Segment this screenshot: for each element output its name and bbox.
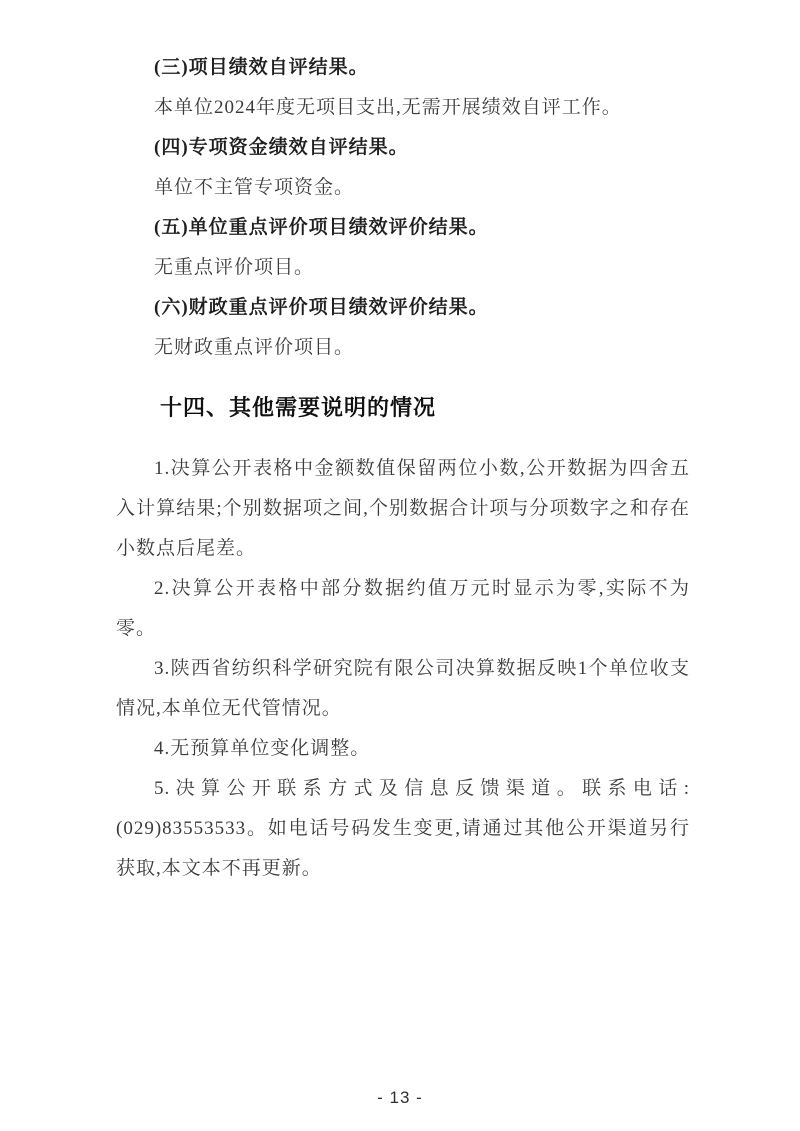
subsection-body-6: 无财政重点评价项目。 bbox=[154, 337, 355, 358]
note-paragraph-3: 3.陕西省纺织科学研究院有限公司决算数据反映1个单位收支情况,本单位无代管情况。 bbox=[116, 658, 690, 719]
page-number-footer: - 13 - bbox=[377, 1088, 423, 1107]
subsection-heading-6: (六)财政重点评价项目绩效评价结果。 bbox=[154, 297, 489, 318]
chapter-heading: 十四、其他需要说明的情况 bbox=[160, 395, 437, 420]
subsection-heading-3: (三)项目绩效自评结果。 bbox=[154, 57, 369, 78]
note-paragraph-4: 4.无预算单位变化调整。 bbox=[154, 738, 371, 759]
subsection-body-3: 本单位2024年度无项目支出,无需开展绩效自评工作。 bbox=[154, 97, 622, 118]
subsection-heading-4: (四)专项资金绩效自评结果。 bbox=[154, 137, 409, 158]
note-paragraph-1: 1.决算公开表格中金额数值保留两位小数,公开数据为四舍五入计算结果;个别数据项之间,个别数据合计项与分项数字之和存在小数点后尾差。 bbox=[116, 458, 690, 559]
note-paragraph-2: 2.决算公开表格中部分数据约值万元时显示为零,实际不为零。 bbox=[116, 578, 690, 639]
subsection-heading-5: (五)单位重点评价项目绩效评价结果。 bbox=[154, 217, 489, 238]
document-content bbox=[116, 48, 690, 889]
note-paragraph-5: 5.决算公开联系方式及信息反馈渠道。联系电话:(029)83553533。如电话号码发生变更,请通过其他公开渠道另行获取,本文本不再更新。 bbox=[116, 778, 690, 879]
subsection-body-5: 无重点评价项目。 bbox=[154, 257, 315, 278]
subsection-body-4: 单位不主管专项资金。 bbox=[154, 177, 355, 198]
